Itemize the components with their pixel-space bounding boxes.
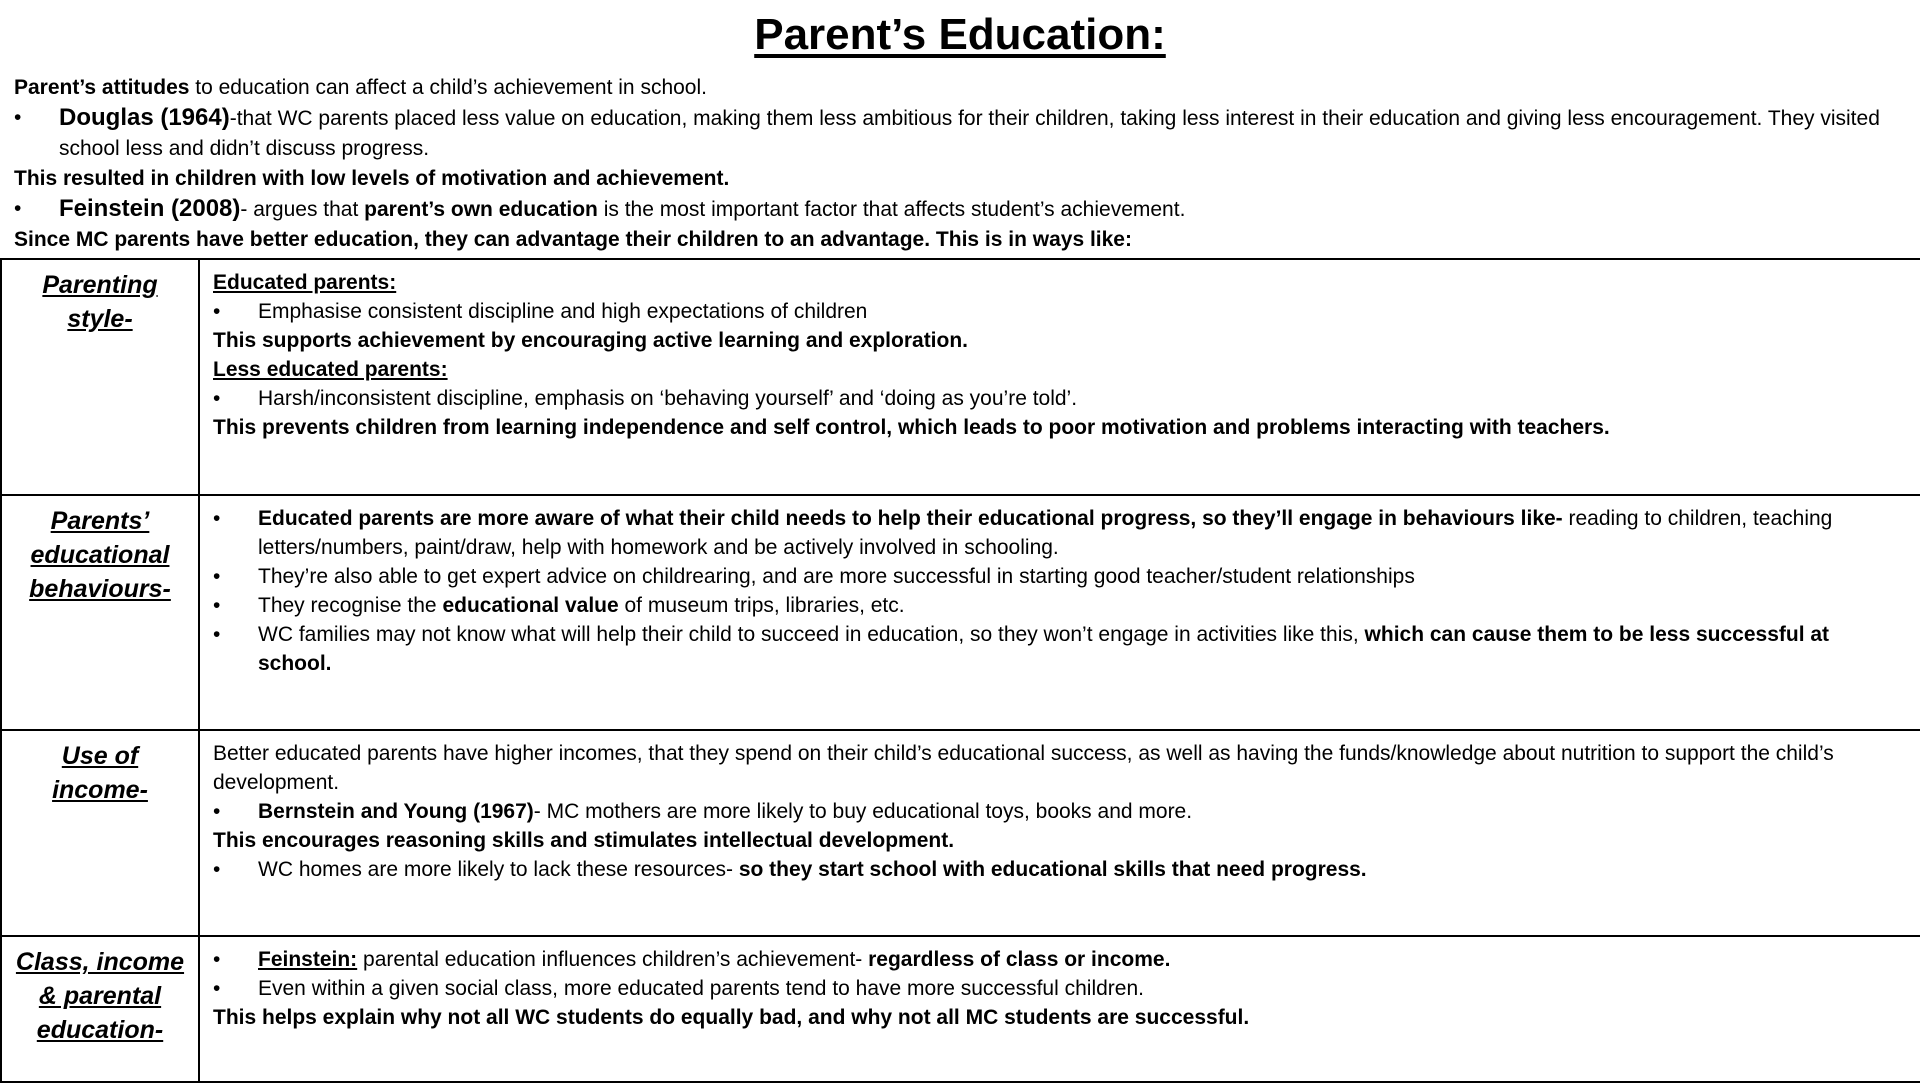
- list-item: • Emphasise consistent discipline and high expectations of children: [213, 300, 868, 323]
- page-title: Parent’s Education:: [754, 10, 1166, 59]
- douglas-text: -that WC parents placed less value on education, making them less ambitious for their children, taking less interest in their education and giving less encouragement. They visited school less and didn’t discuss progress.: [59, 107, 1880, 160]
- feinstein-bullet: • Feinstein (2008)- argues that parent’s own education is the most important factor that affects student’s achievement.: [14, 194, 1914, 225]
- table-row: [1, 259, 1920, 495]
- ways-table: [0, 258, 1920, 1083]
- list-item: • Bernstein and Young (1967)- MC mothers are more likely to buy educational toys, books and more.: [213, 800, 1193, 823]
- list-item: • Educated parents are more aware of what their child needs to help their educational progress, so they’ll engage in behaviours like- reading to children, teaching letters/numbers, paint/draw, help with homework and be actively involved in schooling.: [213, 507, 1833, 559]
- list-item: • WC families may not know what will help their child to succeed in education, so they won’t engage in activities like this, which can cause them to be less successful at school.: [213, 623, 1830, 675]
- row-content-educational-behaviours: [199, 495, 1920, 730]
- list-item: • They recognise the educational value of museum trips, libraries, etc.: [213, 594, 905, 617]
- row-content-use-of-income: Better educated parents have higher incomes, that they spend on their child’s educational success, as well as having the funds/knowledge about nutrition to support the child’s development. • Bernstein and Young (1967)- MC mothers are more likely to buy educational toys, books and more. This encourages reasoning skills and stimulates intellectual development. • WC homes are more likely to lack these resources- so they start school with educational skills that need progress.: [199, 730, 1920, 936]
- row-content-parenting-style: Educated parents: • Emphasise consistent discipline and high expectations of children This supports achievement by encouraging active learning and exploration. Less educated parents: • Harsh/inconsistent discipline, emphasis on ‘behaving yourself’ and ‘doing as you’re told’. This prevents children from learning independence and self control, which leads to poor motivation and problems interacting with teachers.: [199, 259, 1920, 495]
- row-content-class-income: • Feinstein: parental education influences children’s achievement- regardless of class or income. • Even within a given social class, more educated parents tend to have more successful children. This helps explain why not all WC students do equally bad, and why not all MC students are successful.: [199, 936, 1920, 1082]
- row-label-class-income: Class, income & parental education-: [15, 948, 185, 1044]
- row-label-parenting-style: Parenting style-: [42, 271, 158, 333]
- intro-section: [14, 73, 1914, 255]
- row-label-educational-behaviours: Parents’ educational behaviours-: [29, 507, 171, 603]
- list-item: • Feinstein: parental education influences children’s achievement- regardless of class or income.: [213, 948, 1171, 971]
- intro-since: Since MC parents have better education, they can advantage their children to an advantage. This is in ways like:: [14, 228, 1132, 251]
- table-row: [1, 495, 1920, 730]
- feinstein-name: Feinstein (2008): [59, 195, 241, 222]
- douglas-name: Douglas (1964): [59, 104, 230, 131]
- list-item: • WC homes are more likely to lack these resources- so they start school with educational skills that need progress.: [213, 858, 1367, 881]
- intro-attitudes-line: Parent’s attitudes to education can affect a child’s achievement in school.: [14, 76, 707, 99]
- table-row: [1, 936, 1920, 1082]
- list-item: • Even within a given social class, more educated parents tend to have more successful children.: [213, 977, 1144, 1000]
- bullet-glyph: •: [14, 197, 22, 220]
- intro-result: This resulted in children with low levels of motivation and achievement.: [14, 167, 730, 190]
- row-label-use-of-income: Use of income-: [52, 742, 148, 804]
- table-row: [1, 730, 1920, 936]
- list-item: • Harsh/inconsistent discipline, emphasis on ‘behaving yourself’ and ‘doing as you’re told’.: [213, 387, 1078, 410]
- douglas-bullet: [14, 103, 1914, 164]
- bullet-glyph: •: [14, 106, 22, 129]
- list-item: • They’re also able to get expert advice on childrearing, and are more successful in starting good teacher/student relationships: [213, 565, 1415, 588]
